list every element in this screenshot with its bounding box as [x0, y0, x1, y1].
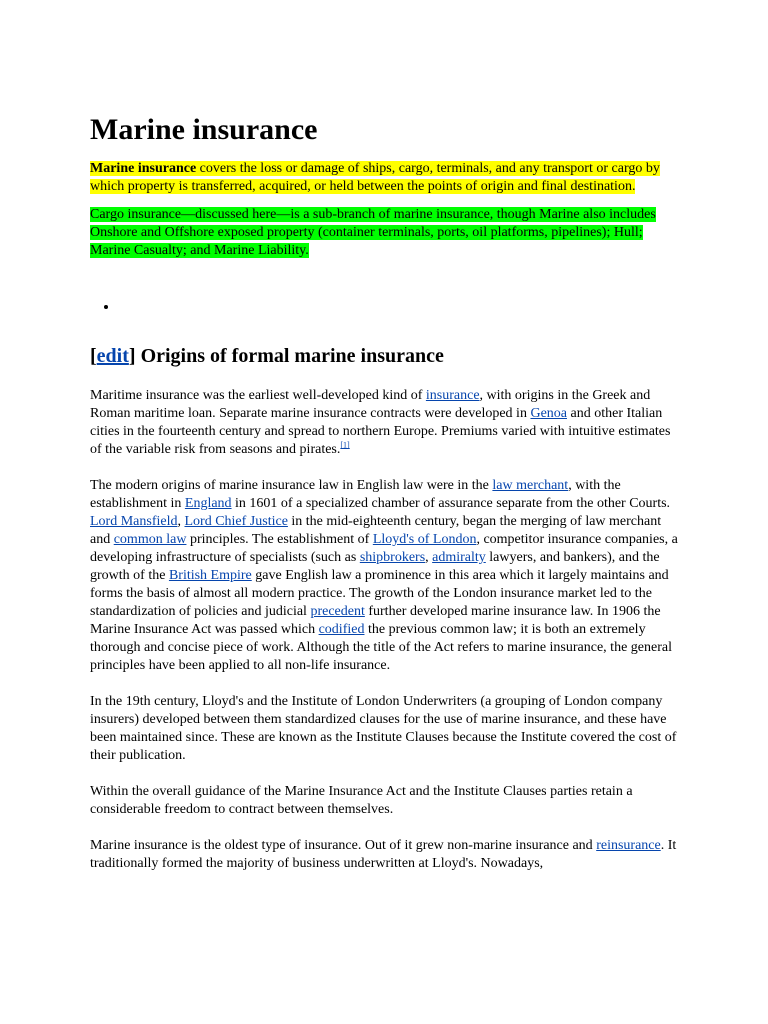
bullet-item [118, 298, 678, 316]
text-run: principles. The establishment of [186, 532, 373, 547]
text-run: gave English law a prominence in this area which it largely maintains and forms the basis of almost all modern practice. The growth of the London insurance market led to the standardization of policies and judicial [90, 568, 669, 619]
link-admiralty[interactable]: admiralty [432, 550, 486, 565]
paragraph-freedom-to-contract: Within the overall guidance of the Marine Insurance Act and the Institute Clauses parties retain a considerable freedom to contract between themselves. [90, 784, 633, 817]
link-genoa[interactable]: Genoa [530, 406, 567, 421]
text-run: , [177, 514, 185, 529]
paragraph-origins-2 [90, 477, 678, 675]
edit-bracket-open: [ [90, 345, 97, 367]
link-precedent[interactable]: precedent [310, 604, 365, 619]
intro-paragraph-1 [90, 160, 678, 196]
link-british-empire[interactable]: British Empire [168, 568, 252, 583]
text-run: and other Italian cities in the fourteenth century and spread to northern Europe. Premiums varied with intuitive estimates of the variable risk from seasons and pirates. [90, 406, 671, 457]
edit-link[interactable]: edit [96, 345, 129, 367]
text-run: The modern origins of marine insurance law in English law were in the [90, 478, 493, 493]
link-common-law[interactable]: common law [113, 532, 187, 547]
paragraph-origins-1 [90, 387, 678, 459]
section-heading [90, 343, 678, 369]
intro-paragraph-2 [90, 206, 678, 260]
intro-2-text: Cargo insurance—discussed here—is a sub-branch of marine insurance, though Marine also includes Onshore and Offshore exposed property (container terminals, ports, oil platforms, pipelines); Hull; Marine Casualty; and Marine Liability. [90, 207, 656, 258]
intro-1-bold-term: Marine insurance [90, 161, 197, 176]
paragraph-oldest-type [90, 837, 678, 873]
link-insurance[interactable]: insurance [425, 388, 480, 403]
text-run: Maritime insurance was the earliest well-developed kind of [90, 388, 426, 403]
link-codified[interactable]: codified [318, 622, 365, 637]
text-run: , with origins in the Greek and Roman maritime loan. Separate marine insurance contracts were developed in [90, 388, 651, 421]
link-lord-mansfield[interactable]: Lord Mansfield [90, 514, 178, 529]
text-run: in 1601 of a specialized chamber of assurance separate from the other Courts. [231, 496, 671, 511]
link-england[interactable]: England [184, 496, 232, 511]
edit-bracket-close: ] [128, 345, 136, 367]
link-lord-chief-justice[interactable]: Lord Chief Justice [184, 514, 288, 529]
bullet-list [90, 298, 678, 316]
page-title: Marine insurance [90, 113, 318, 146]
text-run: the previous common law; it is both an extremely thorough and concise piece of work. Although the title of the Act refers to marine insurance, the general principles have been applied to all non-life insurance. [90, 622, 672, 673]
text-run: Marine insurance is the oldest type of insurance. Out of it grew non-marine insurance and [90, 838, 597, 853]
text-run: in the mid-eighteenth century, began the merging of law merchant and [90, 514, 662, 547]
reference-link-1[interactable]: [1] [340, 440, 350, 450]
paragraph-institute-clauses: In the 19th century, Lloyd's and the Institute of London Underwriters (a grouping of London company insurers) developed between them standardized clauses for the use of marine insurance, and these have been maintained since. These are known as the Institute Clauses because the Institute covered the cost of their publication. [90, 694, 677, 763]
intro-1-text: covers the loss or damage of ships, cargo, terminals, and any transport or cargo by which property is transferred, acquired, or held between the points of origin and final destination. [90, 161, 660, 194]
text-run: further developed marine insurance law. In 1906 the Marine Insurance Act was passed which [90, 604, 661, 637]
link-reinsurance[interactable]: reinsurance [596, 838, 661, 853]
link-law-merchant[interactable]: law merchant [492, 478, 569, 493]
section-heading-text: Origins of formal marine insurance [135, 345, 444, 367]
link-shipbrokers[interactable]: shipbrokers [359, 550, 426, 565]
text-run: , [425, 550, 433, 565]
text-run: , competitor insurance companies, a developing infrastructure of specialists (such as [90, 532, 678, 565]
text-run: . It traditionally formed the majority of business underwritten at Lloyd's. Nowadays, [90, 838, 677, 871]
text-run: lawyers, and bankers), and the growth of the [90, 550, 660, 583]
link-lloyds-of-london[interactable]: Lloyd's of London [372, 532, 477, 547]
text-run: , with the establishment in [90, 478, 621, 511]
intro-1-highlight [90, 161, 660, 194]
